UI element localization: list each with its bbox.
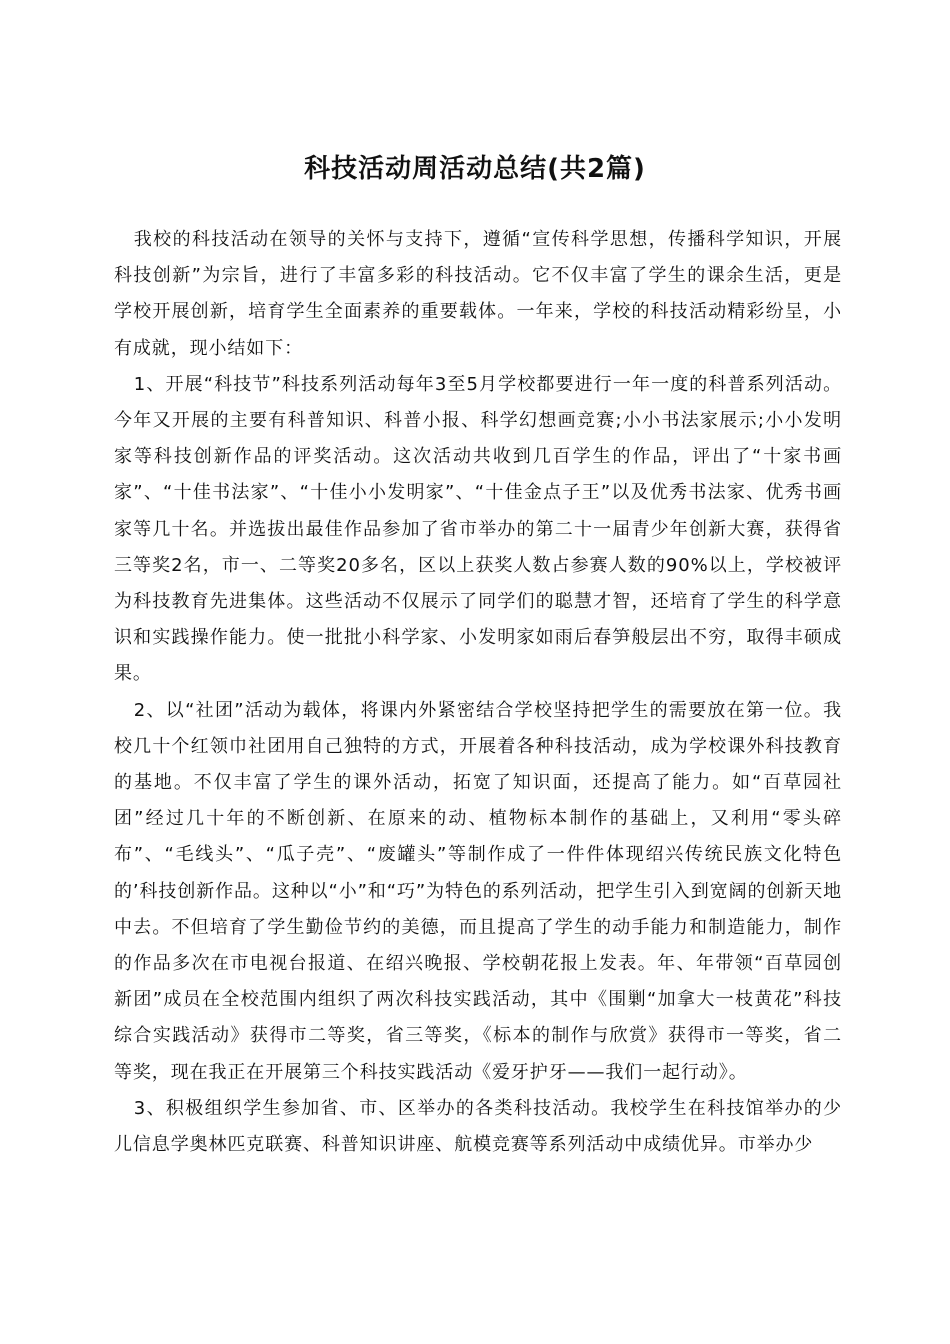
paragraph-intro: 我校的科技活动在领导的关怀与支持下，遵循“宣传科学思想，传播科学知识，开展科技创新”为宗旨，进行了丰富多彩的科技活动。它不仅丰富了学生的课余生活，更是学校开展创新，培育学生全面素养的重要载体。一年来，学校的科技活动精彩纷呈，小有成就，现小结如下：: [114, 229, 842, 359]
document-body: [114, 222, 842, 1163]
document-title: 科技活动周活动总结(共2篇): [304, 154, 646, 185]
paragraph-item-1: 1、开展“科技节”科技系列活动每年3至5月学校都要进行一年一度的科普系列活动。今年又开展的主要有科普知识、科普小报、科学幻想画竞赛;小小书法家展示;小小发明家等科技创新作品的评奖活动。这次活动共收到几百学生的作品，评出了“十家书画家”、“十佳书法家”、“十佳小小发明家”、“十佳金点子王”以及优秀书法家、优秀书画家等几十名。并选拔出最佳作品参加了省市举办的第二十一届青少年创新大赛，获得省三等奖2名，市一、二等奖20多名，区以上获奖人数占参赛人数的90%以上，学校被评为科技教育先进集体。这些活动不仅展示了同学们的聪慧才智，还培育了学生的科学意识和实践操作能力。使一批批小科学家、小发明家如雨后春笋般层出不穷，取得丰硕成果。: [114, 373, 842, 685]
paragraph-item-2: 2、以“社团”活动为载体，将课内外紧密结合学校坚持把学生的需要放在第一位。我校几十个红领巾社团用自己独特的方式，开展着各种科技活动，成为学校课外科技教育的基地。不仅丰富了学生的课外活动，拓宽了知识面，还提高了能力。如“百草园社团”经过几十年的不断创新、在原来的动、植物标本制作的基础上，又利用“零头碎布”、“毛线头”、“瓜子壳”、“废罐头”等制作成了一件件体现绍兴传统民族文化特色的’科技创新作品。这种以“小”和“巧”为特色的系列活动，把学生引入到宽阔的创新天地中去。不但培育了学生勤俭节约的美德，而且提高了学生的动手能力和制造能力，制作的作品多次在市电视台报道、在绍兴晚报、学校朝花报上发表。年、年带领“百草园创新团”成员在全校范围内组织了两次科技实践活动，其中《围剿“加拿大一枝黄花”科技综合实践活动》获得市二等奖，省三等奖，《标本的制作与欣赏》获得市一等奖，省二等奖，现在我正在开展第三个科技实践活动《爱牙护牙——我们一起行动》。: [114, 699, 842, 1083]
paragraph-item-3: 3、积极组织学生参加省、市、区举办的各类科技活动。我校学生在科技馆举办的少儿信息学奥林匹克联赛、科普知识讲座、航模竞赛等系列活动中成绩优异。市举办少: [114, 1097, 842, 1156]
